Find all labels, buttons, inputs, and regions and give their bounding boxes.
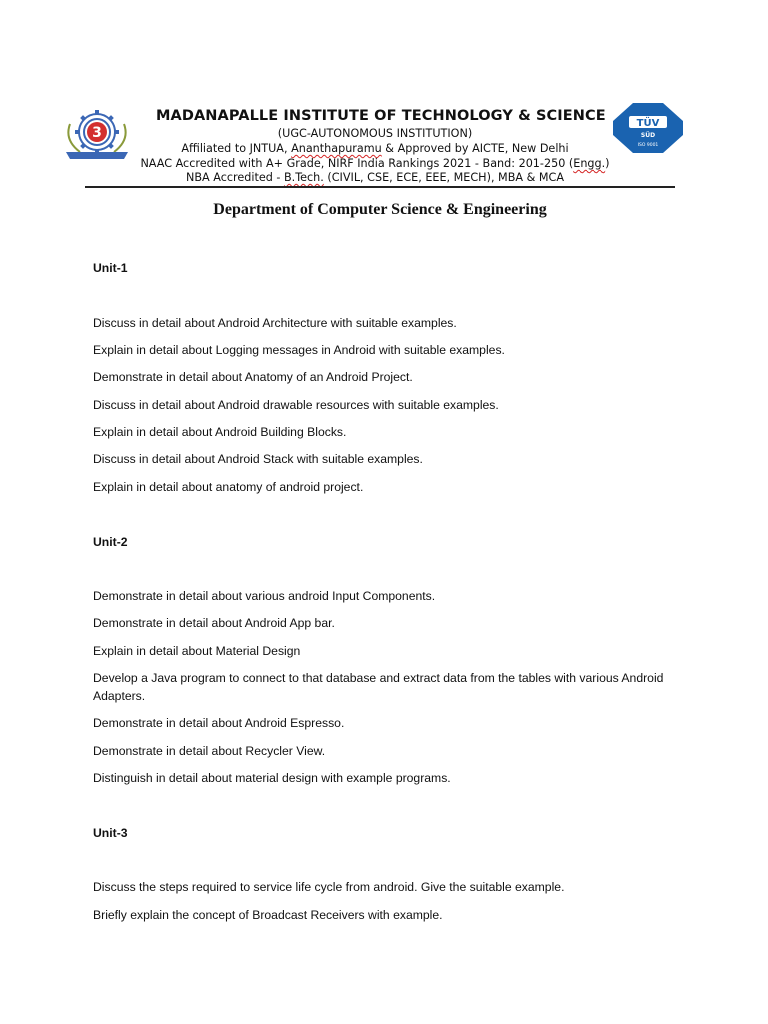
question-item: Demonstrate in detail about Recycler View. xyxy=(93,744,326,758)
question-item: Demonstrate in detail about Anatomy of an Android Project. xyxy=(93,370,413,384)
question-item: Discuss the steps required to service life cycle from android. Give the suitable example. xyxy=(93,880,565,894)
sud-logo-text: SÜD xyxy=(640,132,656,139)
institute-name: MADANAPALLE INSTITUTE OF TECHNOLOGY & SCIENCE xyxy=(156,108,606,124)
affiliation-pre: Affiliated to JNTUA, xyxy=(181,142,292,155)
question-item: Demonstrate in detail about various android Input Components. xyxy=(93,589,436,603)
question-item: Discuss in detail about Android Architecture with suitable examples. xyxy=(93,316,457,330)
nba-post: (CIVIL, CSE, ECE, EEE, MECH), MBA & MCA xyxy=(323,171,564,184)
question-item: Develop a Java program to connect to that database and extract data from the tables with various Android Adapters. xyxy=(93,671,664,703)
question-item: Explain in detail about Logging messages in Android with suitable examples. xyxy=(93,343,505,357)
emblem-number: 3 xyxy=(92,125,102,141)
affiliation-line xyxy=(110,142,640,155)
affiliation-place: Ananthapuramu xyxy=(291,142,382,155)
unit-heading: Unit-3 xyxy=(93,826,128,840)
accreditation-post: ) xyxy=(605,157,610,170)
nba-line xyxy=(110,171,640,184)
question-item: Briefly explain the concept of Broadcast Receivers with example. xyxy=(93,908,443,922)
question-item: Explain in detail about Android Building Blocks. xyxy=(93,425,347,439)
accreditation-engg: Engg. xyxy=(573,157,606,170)
question-item: Discuss in detail about Android drawable resources with suitable examples. xyxy=(93,398,499,412)
question-item: Demonstrate in detail about Android Espresso. xyxy=(93,716,345,730)
question-item: Demonstrate in detail about Android App bar. xyxy=(93,616,335,630)
affiliation-post: & Approved by AICTE, New Delhi xyxy=(381,142,569,155)
institute-status: (UGC-AUTONOMOUS INSTITUTION) xyxy=(277,127,473,140)
header-divider xyxy=(85,186,675,188)
department-title: Department of Computer Science & Engineering xyxy=(213,201,547,218)
question-item: Discuss in detail about Android Stack with suitable examples. xyxy=(93,452,423,466)
tuv-logo-text: TÜV xyxy=(636,118,660,129)
unit-heading: Unit-2 xyxy=(93,535,128,549)
accreditation-pre: NAAC Accredited with A+ Grade, NIRF India Rankings 2021 - Band: 201-250 ( xyxy=(140,157,574,170)
question-item: Explain in detail about anatomy of android project. xyxy=(93,480,364,494)
nba-pre: NBA Accredited - xyxy=(186,171,284,184)
question-item: Explain in detail about Material Design xyxy=(93,644,301,658)
unit-heading: Unit-1 xyxy=(93,261,128,275)
iso-logo-text: ISO 9001 xyxy=(637,143,659,148)
accreditation-line xyxy=(110,157,640,170)
question-item: Distinguish in detail about material design with example programs. xyxy=(93,771,451,785)
nba-btech: B.Tech. xyxy=(283,171,324,184)
